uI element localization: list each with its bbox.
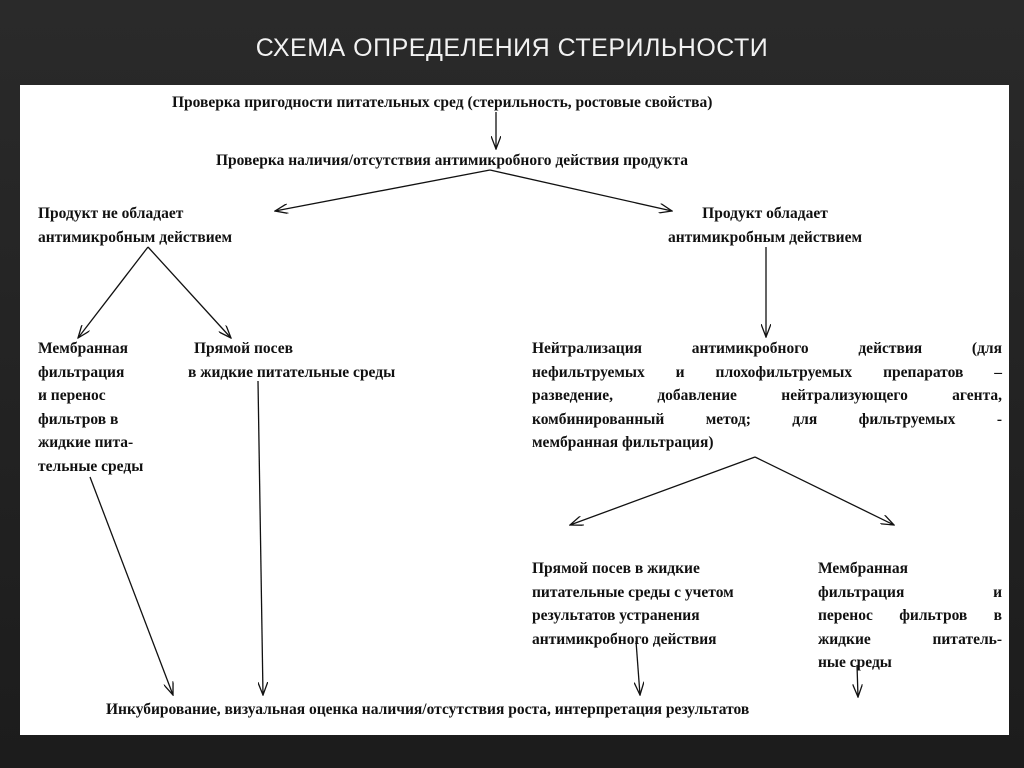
arrow-n2-n3 (275, 170, 490, 211)
node-antimicrobial-check: Проверка наличия/отсутствия антимикробного действия продукта (216, 152, 689, 169)
node-has-antimicrobial (640, 202, 890, 249)
node-line: антимикробным действием (667, 228, 863, 246)
node-line: жидкие питатель- (818, 630, 1002, 648)
node-line: Прямой посев в жидкие (532, 560, 700, 577)
node-line: антимикробным действием (38, 228, 233, 246)
arrow-n5-n10 (90, 477, 173, 695)
node-line: Нейтрализация антимикробного действия (для (532, 340, 1002, 357)
node-media-check: Проверка пригодности питательных сред (стерильность, ростовые свойства) (172, 94, 713, 111)
node-line: фильтров в (38, 410, 119, 428)
arrow-n3-n5 (78, 247, 148, 338)
node-direct-inoculation-right (532, 557, 734, 651)
node-line: нефильтруемых и плохофильтруемых препаратов – (532, 363, 1002, 381)
node-line: Мембранная (818, 560, 908, 577)
node-line: жидкие пита- (38, 434, 134, 451)
slide-title: СХЕМА ОПРЕДЕЛЕНИЯ СТЕРИЛЬНОСТИ (255, 34, 769, 62)
node-line: фильтрация и (818, 583, 1002, 601)
node-line: и перенос (38, 387, 106, 404)
node-line: питательные среды с учетом (532, 583, 734, 601)
diagram-panel (20, 85, 1009, 735)
node-line: мембранная фильтрация) (532, 434, 714, 451)
node-line: разведение, добавление нейтрализующего агента, (532, 387, 1002, 404)
node-line: Продукт не обладает (38, 205, 184, 222)
node-no-antimicrobial (38, 202, 232, 249)
node-line: Мембранная (38, 340, 128, 357)
node-line: перенос фильтров в (818, 607, 1002, 624)
node-line: Прямой посев (194, 340, 293, 357)
node-line: фильтрация (38, 363, 125, 381)
node-membrane-filtration-left (38, 337, 143, 478)
node-line: результатов устранения (532, 607, 700, 624)
arrow-n7-n9 (755, 457, 894, 525)
node-incubation: Инкубирование, визуальная оценка наличия/отсутствия роста, интерпретация результатов (106, 701, 750, 718)
node-membrane-filtration-right (818, 557, 1002, 675)
node-neutralization (532, 337, 1002, 455)
arrow-n6-n10 (258, 381, 263, 695)
arrow-n3-n6 (148, 247, 231, 338)
node-line: тельные среды (38, 457, 144, 475)
node-line: антимикробного действия (532, 630, 717, 648)
node-line: Продукт обладает (702, 205, 828, 222)
node-line: в жидкие питательные среды (188, 363, 396, 381)
node-line: ные среды (818, 654, 892, 671)
node-line: комбинированный метод; для фильтруемых - (532, 410, 1002, 428)
arrow-n7-n8 (570, 457, 755, 525)
node-direct-inoculation-left (188, 337, 395, 384)
